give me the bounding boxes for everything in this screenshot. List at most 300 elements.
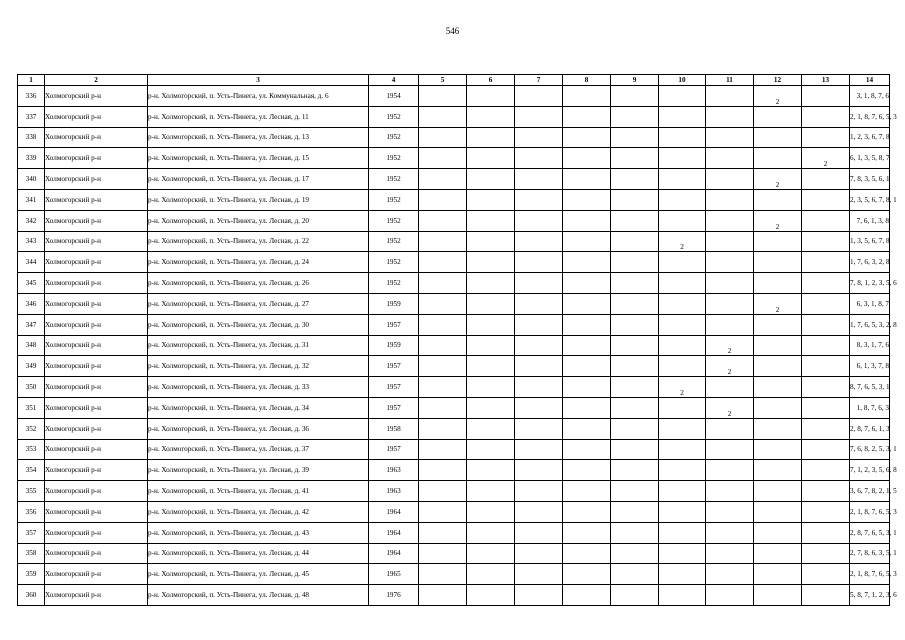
mark-cell-col-5 [419,252,467,273]
mark-cell-col-5 [419,189,467,210]
year-cell: 1959 [369,335,419,356]
district-cell: Холмогорский р-н [45,231,148,252]
mark-cell-col-7 [515,564,563,585]
column-header-12: 12 [754,75,802,86]
mark-cell-col-7 [515,273,563,294]
table-row [18,439,890,460]
address-cell: р-н. Холмогорский, п. Усть-Пинега, ул. Лесная, д. 34 [148,397,369,418]
mark-cell-col-12 [754,231,802,252]
district-cell: Холмогорский р-н [45,252,148,273]
codes-cell: 3, 6, 7, 8, 2, 1, 5 [850,481,890,502]
year-cell: 1957 [369,377,419,398]
mark-cell-col-5 [419,356,467,377]
mark-cell-col-6 [467,293,515,314]
mark-cell-col-9 [611,127,659,148]
row-number-cell: 337 [18,106,45,127]
mark-cell-col-11 [706,460,754,481]
mark-cell-col-11: 2 [706,356,754,377]
column-header-2: 2 [45,75,148,86]
mark-cell-col-8 [563,148,611,169]
mark-cell-col-6 [467,314,515,335]
mark-cell-col-10 [659,127,706,148]
mark-cell-col-12 [754,356,802,377]
mark-cell-col-7 [515,501,563,522]
mark-cell-col-9 [611,439,659,460]
mark-cell-col-11 [706,501,754,522]
mark-cell-col-9 [611,231,659,252]
district-cell: Холмогорский р-н [45,273,148,294]
column-header-13: 13 [802,75,850,86]
row-number-cell: 351 [18,397,45,418]
row-number-cell: 346 [18,293,45,314]
mark-cell-col-5 [419,522,467,543]
year-cell: 1954 [369,86,419,107]
mark-cell-col-13 [802,501,850,522]
mark-cell-col-6 [467,418,515,439]
table-row [18,169,890,190]
mark-cell-col-8 [563,210,611,231]
year-cell: 1959 [369,293,419,314]
mark-cell-col-6 [467,169,515,190]
table-row [18,543,890,564]
mark-cell-col-13 [802,439,850,460]
mark-cell-col-8 [563,501,611,522]
row-number-cell: 339 [18,148,45,169]
mark-cell-col-7 [515,86,563,107]
mark-cell-col-8 [563,314,611,335]
column-header-11: 11 [706,75,754,86]
mark-cell-col-11 [706,252,754,273]
mark-cell-col-6 [467,106,515,127]
mark-cell-col-7 [515,585,563,606]
address-cell: р-н. Холмогорский, п. Усть-Пинега, ул. Лесная, д. 24 [148,252,369,273]
mark-cell-col-10 [659,106,706,127]
table-row [18,397,890,418]
mark-cell-col-13 [802,189,850,210]
mark-cell-col-6 [467,210,515,231]
mark-cell-col-7 [515,439,563,460]
mark-cell-col-12 [754,148,802,169]
mark-cell-col-11 [706,481,754,502]
mark-cell-col-9 [611,501,659,522]
mark-cell-col-10 [659,397,706,418]
codes-cell: 7, 1, 2, 3, 5, 6, 8 [850,460,890,481]
address-cell: р-н. Холмогорский, п. Усть-Пинега, ул. Лесная, д. 33 [148,377,369,398]
district-cell: Холмогорский р-н [45,377,148,398]
codes-cell: 6, 1, 3, 7, 8 [850,356,890,377]
mark-cell-col-12 [754,564,802,585]
mark-cell-col-6 [467,356,515,377]
address-cell: р-н. Холмогорский, п. Усть-Пинега, ул. Лесная, д. 31 [148,335,369,356]
mark-cell-col-6 [467,585,515,606]
column-header-7: 7 [515,75,563,86]
mark-cell-col-12: 2 [754,293,802,314]
row-number-cell: 357 [18,522,45,543]
mark-cell-col-11 [706,189,754,210]
mark-cell-col-5 [419,148,467,169]
mark-cell-col-12 [754,418,802,439]
table-row [18,189,890,210]
mark-cell-col-13 [802,522,850,543]
mark-cell-col-13 [802,418,850,439]
table-row [18,585,890,606]
mark-cell-col-12 [754,273,802,294]
mark-cell-col-5 [419,273,467,294]
mark-cell-col-12: 2 [754,210,802,231]
mark-cell-col-9 [611,564,659,585]
codes-cell: 5, 8, 7, 1, 2, 3, 6 [850,585,890,606]
mark-cell-col-9 [611,273,659,294]
mark-cell-col-13 [802,231,850,252]
table-row [18,252,890,273]
row-number-cell: 360 [18,585,45,606]
table-row [18,127,890,148]
district-cell: Холмогорский р-н [45,189,148,210]
district-cell: Холмогорский р-н [45,86,148,107]
table-row [18,273,890,294]
row-number-cell: 353 [18,439,45,460]
table-row [18,564,890,585]
mark-cell-col-5 [419,439,467,460]
table-row [18,460,890,481]
mark-cell-col-8 [563,543,611,564]
mark-cell-col-7 [515,460,563,481]
district-cell: Холмогорский р-н [45,460,148,481]
column-header-9: 9 [611,75,659,86]
codes-cell: 2, 3, 5, 6, 7, 8, 1 [850,189,890,210]
district-cell: Холмогорский р-н [45,543,148,564]
mark-cell-col-13 [802,356,850,377]
district-cell: Холмогорский р-н [45,522,148,543]
mark-cell-col-12: 2 [754,169,802,190]
codes-cell: 2, 1, 8, 7, 6, 5, 3 [850,564,890,585]
district-cell: Холмогорский р-н [45,397,148,418]
mark-cell-col-9 [611,418,659,439]
year-cell: 1958 [369,418,419,439]
mark-cell-col-9 [611,106,659,127]
year-cell: 1957 [369,439,419,460]
district-cell: Холмогорский р-н [45,564,148,585]
address-cell: р-н. Холмогорский, п. Усть-Пинега, ул. Лесная, д. 22 [148,231,369,252]
mark-cell-col-8 [563,273,611,294]
mark-cell-col-7 [515,169,563,190]
column-header-8: 8 [563,75,611,86]
year-cell: 1957 [369,397,419,418]
codes-cell: 2, 1, 8, 7, 6, 5, 3 [850,501,890,522]
mark-cell-col-8 [563,377,611,398]
codes-cell: 8, 7, 6, 5, 3, 1 [850,377,890,398]
table-row [18,501,890,522]
year-cell: 1963 [369,460,419,481]
mark-cell-col-13 [802,106,850,127]
mark-cell-col-12 [754,460,802,481]
address-cell: р-н. Холмогорский, п. Усть-Пинега, ул. Лесная, д. 19 [148,189,369,210]
mark-cell-col-5 [419,564,467,585]
address-cell: р-н. Холмогорский, п. Усть-Пинега, ул. Лесная, д. 45 [148,564,369,585]
year-cell: 1952 [369,148,419,169]
codes-cell: 6, 3, 1, 8, 7 [850,293,890,314]
mark-cell-col-9 [611,314,659,335]
mark-cell-col-6 [467,397,515,418]
table-row [18,210,890,231]
mark-cell-col-6 [467,564,515,585]
mark-cell-col-11: 2 [706,335,754,356]
district-cell: Холмогорский р-н [45,335,148,356]
mark-cell-col-9 [611,585,659,606]
district-cell: Холмогорский р-н [45,439,148,460]
mark-cell-col-6 [467,522,515,543]
codes-cell: 8, 3, 1, 7, 6 [850,335,890,356]
mark-cell-col-10 [659,314,706,335]
mark-cell-col-9 [611,481,659,502]
district-cell: Холмогорский р-н [45,210,148,231]
address-cell: р-н. Холмогорский, п. Усть-Пинега, ул. Лесная, д. 44 [148,543,369,564]
mark-cell-col-5 [419,377,467,398]
mark-cell-col-12 [754,397,802,418]
codes-cell: 1, 3, 5, 6, 7, 8 [850,231,890,252]
codes-cell: 2, 8, 7, 6, 1, 3 [850,418,890,439]
mark-cell-col-8 [563,356,611,377]
row-number-cell: 336 [18,86,45,107]
row-number-cell: 341 [18,189,45,210]
mark-cell-col-7 [515,522,563,543]
address-cell: р-н. Холмогорский, п. Усть-Пинега, ул. Лесная, д. 26 [148,273,369,294]
mark-cell-col-8 [563,189,611,210]
mark-cell-col-9 [611,148,659,169]
row-number-cell: 342 [18,210,45,231]
table-header-row [18,75,890,86]
year-cell: 1965 [369,564,419,585]
year-cell: 1963 [369,481,419,502]
mark-cell-col-13 [802,314,850,335]
mark-cell-col-8 [563,335,611,356]
mark-cell-col-13 [802,377,850,398]
mark-cell-col-9 [611,460,659,481]
codes-cell: 3, 1, 8, 7, 6 [850,86,890,107]
mark-cell-col-12 [754,189,802,210]
table-body [18,86,897,606]
mark-cell-col-7 [515,127,563,148]
mark-cell-col-6 [467,231,515,252]
year-cell: 1952 [369,231,419,252]
mark-cell-col-6 [467,148,515,169]
mark-cell-col-5 [419,335,467,356]
district-cell: Холмогорский р-н [45,169,148,190]
district-cell: Холмогорский р-н [45,481,148,502]
mark-cell-col-10: 2 [659,377,706,398]
year-cell: 1964 [369,501,419,522]
page-number: 546 [445,26,460,36]
address-cell: р-н. Холмогорский, п. Усть-Пинега, ул. Лесная, д. 36 [148,418,369,439]
mark-cell-col-5 [419,231,467,252]
mark-cell-col-8 [563,293,611,314]
mark-cell-col-6 [467,543,515,564]
mark-cell-col-11 [706,86,754,107]
column-header-4: 4 [369,75,419,86]
table-row [18,481,890,502]
row-number-cell: 350 [18,377,45,398]
table-row [18,293,890,314]
row-number-cell: 340 [18,169,45,190]
row-number-cell: 347 [18,314,45,335]
mark-cell-col-6 [467,127,515,148]
mark-cell-col-9 [611,189,659,210]
mark-cell-col-11 [706,169,754,190]
mark-cell-col-10 [659,460,706,481]
table-row [18,356,890,377]
mark-cell-col-10 [659,148,706,169]
mark-cell-col-10 [659,252,706,273]
codes-cell: 6, 1, 3, 5, 8, 7 [850,148,890,169]
year-cell: 1964 [369,543,419,564]
mark-cell-col-13 [802,335,850,356]
mark-cell-col-8 [563,86,611,107]
mark-cell-col-11 [706,293,754,314]
row-number-cell: 358 [18,543,45,564]
address-cell: р-н. Холмогорский, п. Усть-Пинега, ул. Лесная, д. 15 [148,148,369,169]
codes-cell: 2, 1, 8, 7, 6, 5, 3 [850,106,890,127]
mark-cell-col-9 [611,377,659,398]
mark-cell-col-10 [659,86,706,107]
mark-cell-col-7 [515,481,563,502]
mark-cell-col-8 [563,439,611,460]
row-number-cell: 338 [18,127,45,148]
address-cell: р-н. Холмогорский, п. Усть-Пинега, ул. Лесная, д. 17 [148,169,369,190]
row-number-cell: 352 [18,418,45,439]
mark-cell-col-9 [611,293,659,314]
mark-cell-col-13 [802,169,850,190]
codes-cell: 1, 7, 6, 3, 2, 8 [850,252,890,273]
table-row [18,314,890,335]
year-cell: 1957 [369,314,419,335]
mark-cell-col-5 [419,293,467,314]
mark-cell-col-11 [706,273,754,294]
mark-cell-col-10 [659,356,706,377]
mark-cell-col-7 [515,314,563,335]
mark-cell-col-10 [659,189,706,210]
mark-cell-col-6 [467,501,515,522]
mark-cell-col-10 [659,273,706,294]
mark-cell-col-8 [563,169,611,190]
address-cell: р-н. Холмогорский, п. Усть-Пинега, ул. Лесная, д. 39 [148,460,369,481]
table-row [18,86,890,107]
mark-cell-col-6 [467,439,515,460]
district-cell: Холмогорский р-н [45,418,148,439]
column-header-14: 14 [850,75,890,86]
mark-cell-col-12 [754,439,802,460]
table-row [18,377,890,398]
codes-cell: 2, 7, 8, 6, 3, 5, 1 [850,543,890,564]
row-number-cell: 354 [18,460,45,481]
row-number-cell: 356 [18,501,45,522]
table-row [18,522,890,543]
codes-cell: 7, 8, 1, 2, 3, 5, 6 [850,273,890,294]
mark-cell-col-5 [419,169,467,190]
mark-cell-col-8 [563,585,611,606]
mark-cell-col-10 [659,335,706,356]
mark-cell-col-13 [802,127,850,148]
mark-cell-col-11 [706,439,754,460]
mark-cell-col-12: 2 [754,86,802,107]
mark-cell-col-11 [706,106,754,127]
mark-cell-col-7 [515,356,563,377]
row-number-cell: 345 [18,273,45,294]
mark-cell-col-13 [802,543,850,564]
year-cell: 1952 [369,252,419,273]
district-cell: Холмогорский р-н [45,148,148,169]
mark-cell-col-5 [419,314,467,335]
address-cell: р-н. Холмогорский, п. Усть-Пинега, ул. Коммунальная, д. 6 [148,86,369,107]
mark-cell-col-13 [802,397,850,418]
district-cell: Холмогорский р-н [45,501,148,522]
table-row [18,418,890,439]
mark-cell-col-5 [419,418,467,439]
codes-cell: 2, 8, 7, 6, 5, 3, 1 [850,522,890,543]
mark-cell-col-12 [754,252,802,273]
address-cell: р-н. Холмогорский, п. Усть-Пинега, ул. Лесная, д. 27 [148,293,369,314]
mark-cell-col-9 [611,252,659,273]
mark-cell-col-7 [515,106,563,127]
mark-cell-col-11 [706,564,754,585]
mark-cell-col-12 [754,585,802,606]
address-cell: р-н. Холмогорский, п. Усть-Пинега, ул. Лесная, д. 43 [148,522,369,543]
district-cell: Холмогорский р-н [45,106,148,127]
mark-cell-col-11 [706,522,754,543]
mark-cell-col-10 [659,293,706,314]
mark-cell-col-7 [515,252,563,273]
mark-cell-col-9 [611,522,659,543]
mark-cell-col-9 [611,335,659,356]
mark-cell-col-13 [802,293,850,314]
mark-cell-col-9 [611,356,659,377]
mark-cell-col-9 [611,397,659,418]
codes-cell: 7, 6, 8, 2, 5, 3, 1 [850,439,890,460]
district-cell: Холмогорский р-н [45,314,148,335]
row-number-cell: 359 [18,564,45,585]
mark-cell-col-10 [659,501,706,522]
mark-cell-col-7 [515,293,563,314]
mark-cell-col-11 [706,210,754,231]
mark-cell-col-12 [754,543,802,564]
address-cell: р-н. Холмогорский, п. Усть-Пинега, ул. Лесная, д. 32 [148,356,369,377]
mark-cell-col-10 [659,585,706,606]
mark-cell-col-7 [515,543,563,564]
mark-cell-col-13 [802,585,850,606]
mark-cell-col-13 [802,564,850,585]
mark-cell-col-12 [754,501,802,522]
column-header-10: 10 [659,75,706,86]
year-cell: 1957 [369,356,419,377]
mark-cell-col-5 [419,585,467,606]
mark-cell-col-10 [659,169,706,190]
codes-cell: 1, 2, 3, 6, 7, 8 [850,127,890,148]
mark-cell-col-11 [706,585,754,606]
table-row [18,148,890,169]
mark-cell-col-9 [611,210,659,231]
mark-cell-col-9 [611,543,659,564]
mark-cell-col-10 [659,564,706,585]
mark-cell-col-11: 2 [706,397,754,418]
row-number-cell: 343 [18,231,45,252]
mark-cell-col-7 [515,210,563,231]
codes-cell: 1, 7, 6, 5, 3, 2, 8 [850,314,890,335]
column-header-6: 6 [467,75,515,86]
mark-cell-col-8 [563,252,611,273]
mark-cell-col-6 [467,189,515,210]
mark-cell-col-7 [515,418,563,439]
mark-cell-col-6 [467,481,515,502]
table-row [18,231,890,252]
